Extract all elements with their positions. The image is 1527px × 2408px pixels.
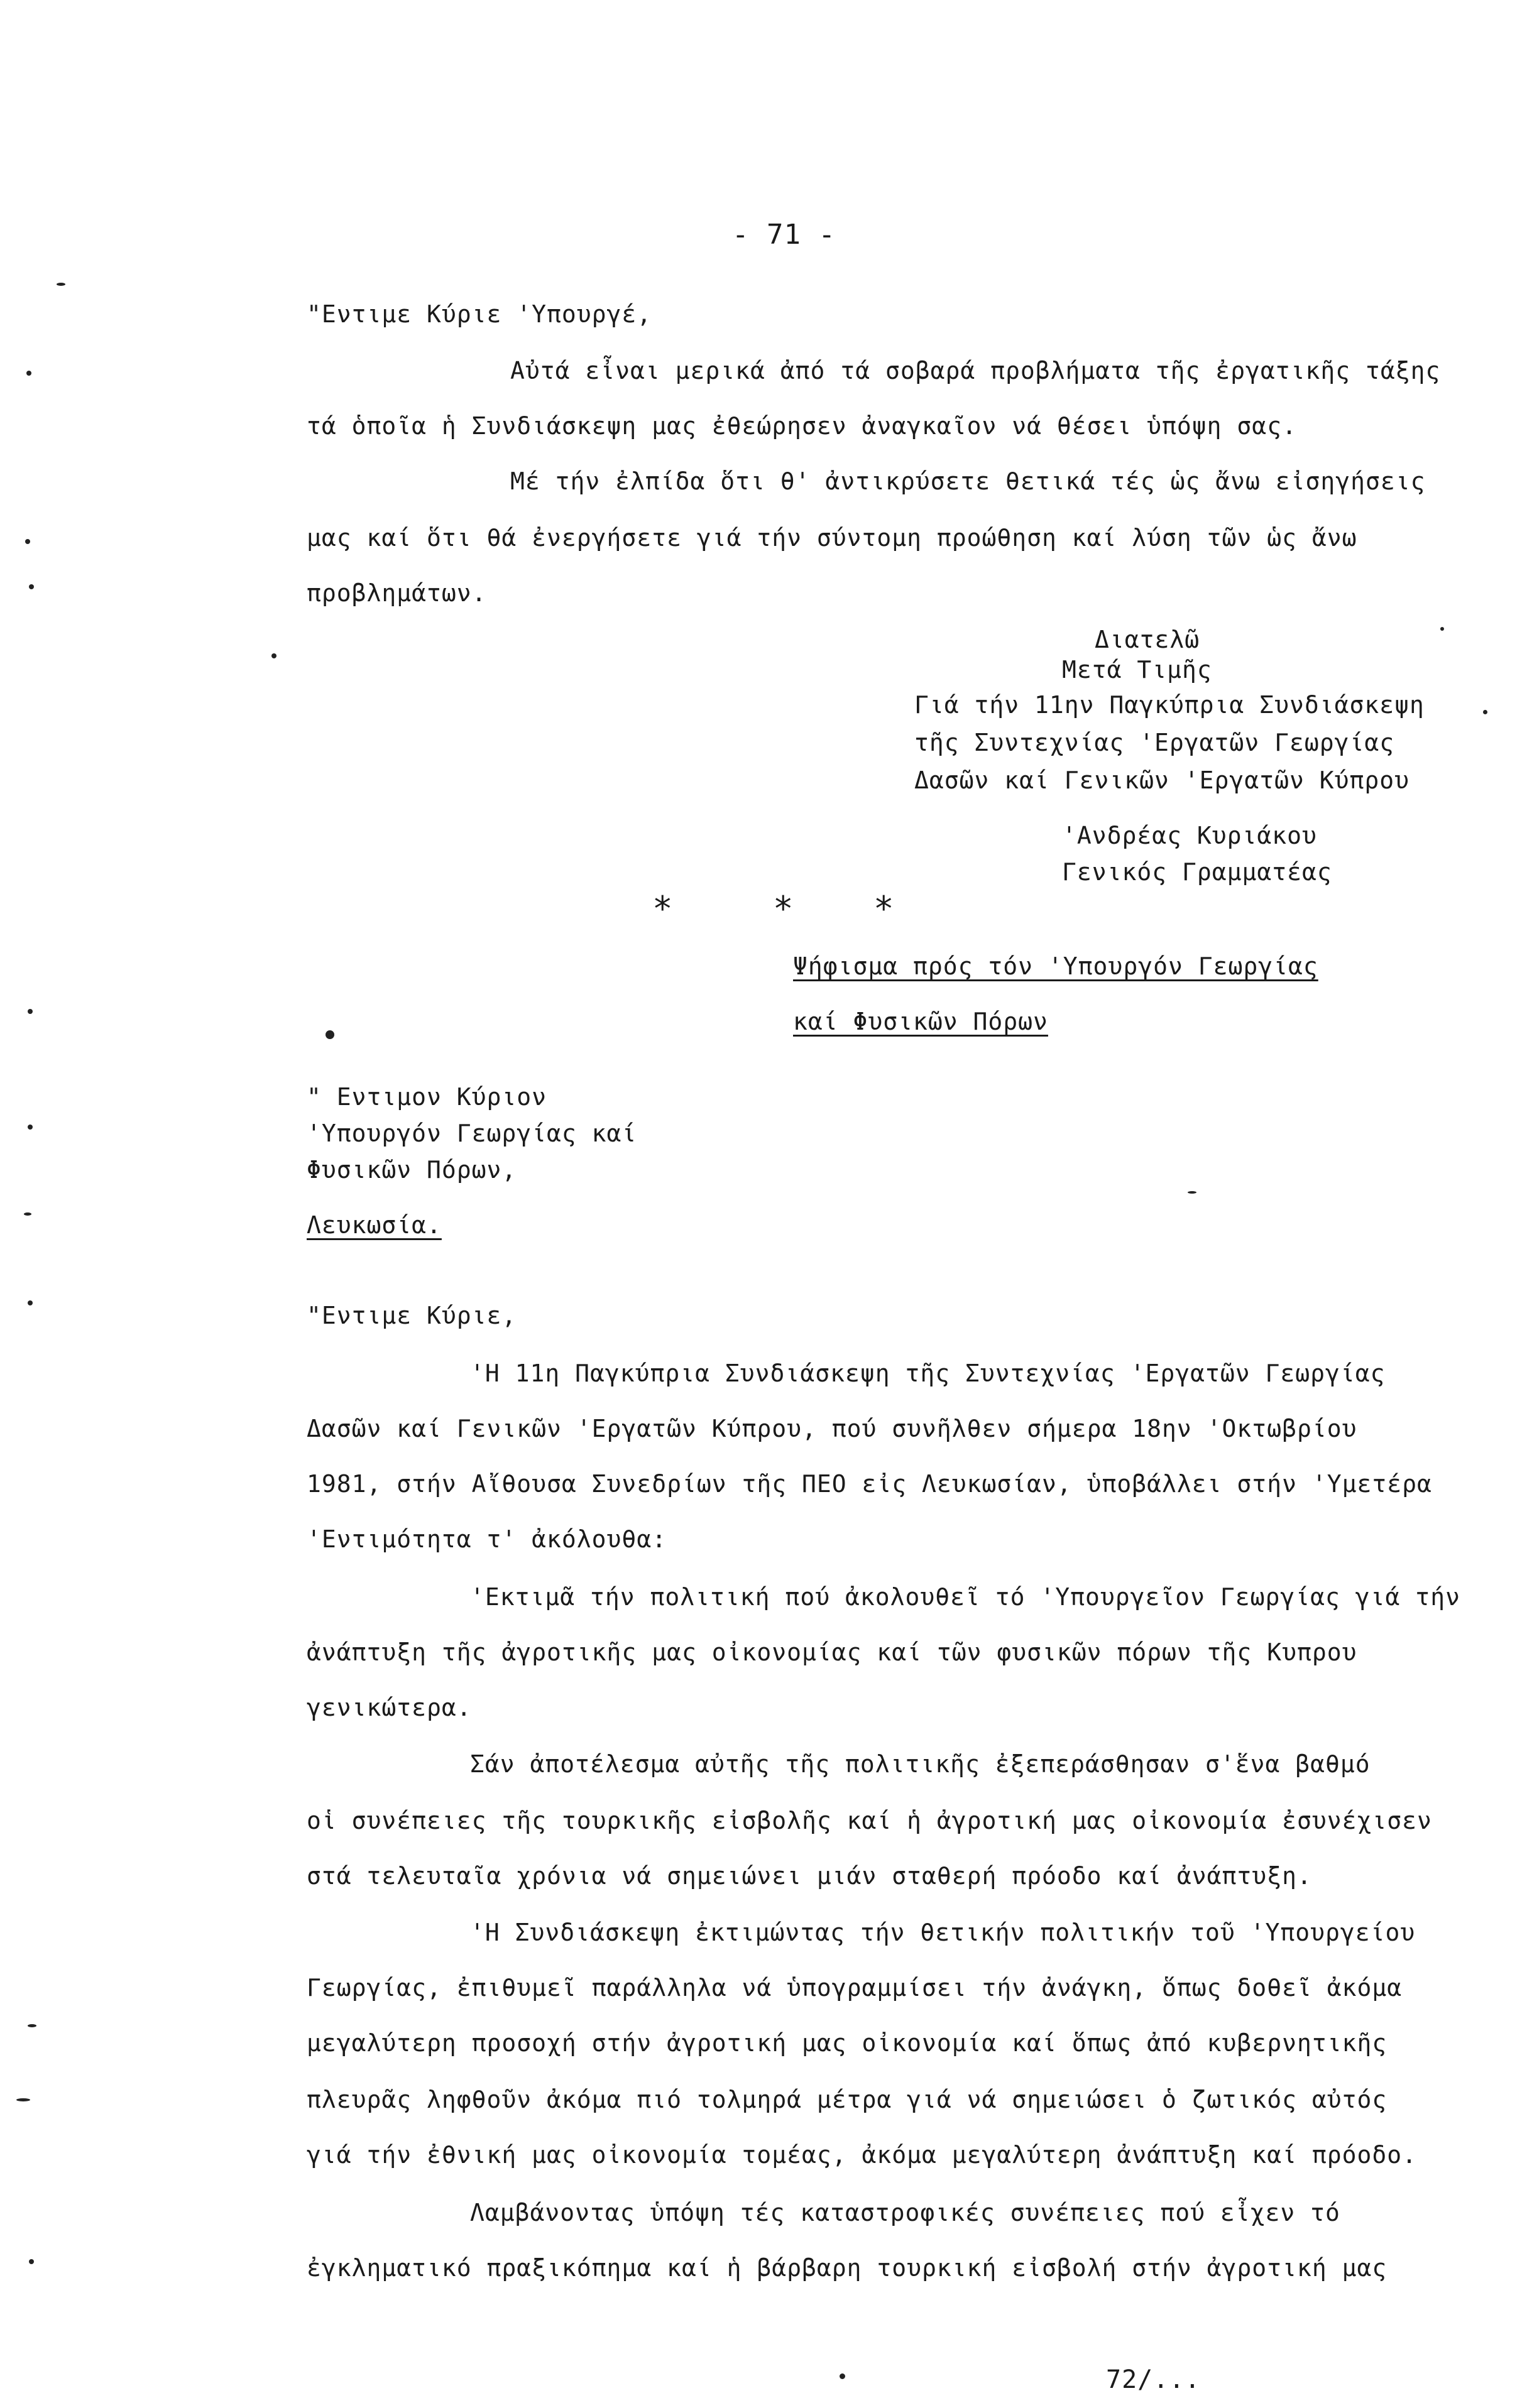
scan-speck <box>24 1212 31 1216</box>
page-number: - 71 - <box>732 219 836 251</box>
body-line: 'Εκτιμᾶ τήν πολιτική πού ἀκολουθεῖ τό 'Υπουργεῖον Γεωργίας γιά τήν <box>470 1583 1460 1611</box>
paragraph-line: τά ὁποῖα ἡ Συνδιάσκεψη μας ἐθεώρησεν ἀναγκαῖον νά θέσει ὑπόψη σας. <box>307 412 1297 440</box>
scan-speck <box>840 2373 845 2379</box>
signature-org-line: Δασῶν καί Γενικῶν 'Εργατῶν Κύπρου <box>914 766 1409 794</box>
body-line: 'Η Συνδιάσκεψη ἐκτιμώντας τήν θετικήν πολιτικήν τοῦ 'Υπουργείου <box>470 1919 1416 1946</box>
scan-speck <box>1440 627 1444 631</box>
body-line: γιά τήν ἐθνική μας οἰκονομία τομέας, ἀκόμα μεγαλύτερη ἀνάπτυξη καί πρόοδο. <box>307 2141 1417 2169</box>
separator-star: * <box>773 889 794 929</box>
continuation-marker: 72/... <box>1106 2365 1201 2394</box>
separator-star: * <box>873 889 894 929</box>
body-line: 'Εντιμότητα τ' ἀκόλουθα: <box>307 1525 667 1553</box>
scan-speck <box>28 2024 36 2027</box>
signature-org-line: τῆς Συντεχνίας 'Εργατῶν Γεωργίας <box>914 729 1395 756</box>
body-line: στά τελευταῖα χρόνια νά σημειώνει μιάν σταθερή πρόοδο καί ἀνάπτυξη. <box>307 1862 1312 1890</box>
scan-speck <box>28 1009 33 1014</box>
closing-line: Διατελῶ <box>1095 626 1200 653</box>
body-line: γενικώτερα. <box>307 1694 472 1721</box>
address-line: " Εντιμον Κύριον <box>307 1083 547 1111</box>
scan-speck <box>326 1030 334 1039</box>
resolution-heading: καί Φυσικῶν Πόρων <box>793 1008 1048 1035</box>
scan-speck <box>28 1300 33 1305</box>
body-line: Λαμβάνοντας ὑπόψη τές καταστροφικές συνέπειες πού εἶχεν τό <box>470 2199 1340 2226</box>
scan-speck <box>26 371 31 376</box>
scan-speck <box>1188 1191 1196 1194</box>
scan-speck <box>16 2098 30 2101</box>
letter-salutation: "Εντιμε Κύριε 'Υπουργέ, <box>307 300 652 328</box>
signatory-name: 'Ανδρέας Κυριάκου <box>1062 822 1317 849</box>
body-line: Δασῶν καί Γενικῶν 'Εργατῶν Κύπρου, πού συνῆλθεν σήμερα 18ην 'Οκτωβρίου <box>307 1415 1357 1442</box>
scan-speck <box>57 283 65 286</box>
signature-org-line: Γιά τήν 11ην Παγκύπρια Συνδιάσκεψη <box>914 691 1425 719</box>
paragraph-line: Μέ τήν ἐλπίδα ὅτι θ' ἀντικρύσετε θετικά τές ὡς ἄνω εἰσηγήσεις <box>510 467 1426 495</box>
scan-speck <box>271 653 276 658</box>
paragraph-line: προβλημάτων. <box>307 579 487 607</box>
address-line: Φυσικῶν Πόρων, <box>307 1156 517 1184</box>
body-line: Σάν ἀποτέλεσμα αὐτῆς τῆς πολιτικῆς ἐξεπεράσθησαν σ'ἕνα βαθμό <box>470 1750 1371 1778</box>
closing-line: Μετά Τιμῆς <box>1062 656 1212 684</box>
body-line: οἱ συνέπειες τῆς τουρκικῆς εἰσβολῆς καί ἡ ἀγροτική μας οἰκονομία ἐσυνέχισεν <box>307 1807 1432 1834</box>
body-line: ἀνάπτυξη τῆς ἀγροτικῆς μας οἰκονομίας καί τῶν φυσικῶν πόρων τῆς Κυπρου <box>307 1638 1357 1666</box>
body-line: 1981, στήν Αἴθουσα Συνεδρίων τῆς ΠΕΟ εἰς Λευκωσίαν, ὑποβάλλει στήν 'Υμετέρα <box>307 1470 1432 1498</box>
body-line: πλευρᾶς ληφθοῦν ἀκόμα πιό τολμηρά μέτρα γιά νά σημειώσει ὁ ζωτικός αὐτός <box>307 2086 1387 2113</box>
body-line: Γεωργίας, ἐπιθυμεῖ παράλληλα νά ὑπογραμμίσει τήν ἀνάγκη, ὅπως δοθεῖ ἀκόμα <box>307 1974 1403 2002</box>
scan-speck <box>29 2259 34 2264</box>
signatory-title: Γενικός Γραμματέας <box>1062 858 1332 886</box>
letter-salutation: "Εντιμε Κύριε, <box>307 1302 517 1329</box>
address-line: 'Υπουργόν Γεωργίας καί <box>307 1120 637 1147</box>
body-line: ἐγκληματικό πραξικόπημα καί ἡ βάρβαρη τουρκική εἰσβολή στήν ἀγροτική μας <box>307 2254 1387 2282</box>
scan-speck <box>25 539 30 544</box>
body-line: 'Η 11η Παγκύπρια Συνδιάσκεψη τῆς Συντεχνίας 'Εργατῶν Γεωργίας <box>470 1359 1386 1387</box>
paragraph-line: Αὐτά εἶναι μερικά ἀπό τά σοβαρά προβλήματα τῆς ἐργατικῆς τάξης <box>510 357 1441 384</box>
resolution-heading: Ψήφισμα πρός τόν 'Υπουργόν Γεωργίας <box>793 952 1318 980</box>
separator-star: * <box>652 889 673 929</box>
scan-speck <box>29 584 34 589</box>
scan-speck <box>28 1125 33 1130</box>
scan-speck <box>1483 710 1487 714</box>
body-line: μεγαλύτερη προσοχή στήν ἀγροτική μας οἰκονομία καί ὅπως ἀπό κυβερνητικῆς <box>307 2029 1387 2057</box>
address-city: Λευκωσία. <box>307 1211 442 1239</box>
paragraph-line: μας καί ὅτι θά ἐνεργήσετε γιά τήν σύντομη προώθηση καί λύση τῶν ὡς ἄνω <box>307 524 1357 552</box>
